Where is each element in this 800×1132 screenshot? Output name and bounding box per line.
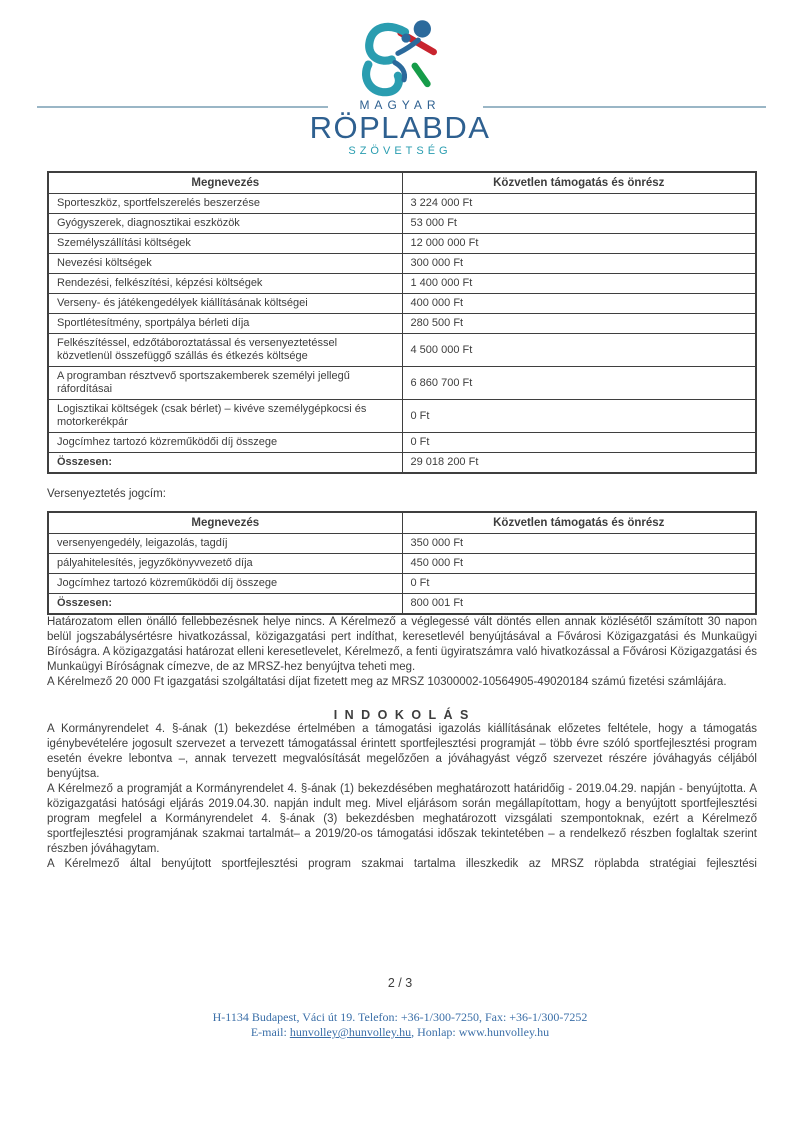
row-label: Jogcímhez tartozó közreműködői díj összege [48, 433, 402, 453]
table-row [48, 574, 756, 594]
row-value: 29 018 200 Ft [402, 453, 756, 474]
table-row [48, 294, 756, 314]
row-value: 800 001 Ft [402, 594, 756, 615]
paragraph-fee: A Kérelmező 20 000 Ft igazgatási szolgáltatási díjat fizetett meg az MRSZ 10300002-10564905-49020184 számú fizetési számlájára. [47, 676, 727, 688]
header-row [48, 512, 756, 534]
column-header: Megnevezés [48, 172, 402, 194]
row-value: 4 500 000 Ft [402, 334, 756, 367]
wordmark-szovetseg: SZÖVETSÉG [348, 145, 452, 157]
wordmark-roplabda: RÖPLABDA [309, 110, 491, 145]
table-row [48, 214, 756, 234]
row-value: 350 000 Ft [402, 534, 756, 554]
row-value: 0 Ft [402, 433, 756, 453]
table-row [48, 254, 756, 274]
budget-table [47, 171, 757, 474]
row-value: 12 000 000 Ft [402, 234, 756, 254]
paragraph-submission: A Kérelmező a programját a Kormányrendelet 4. §-ának (1) bekezdésében meghatározott határidőig - 2019.04.29. napján - benyújtotta. A közigazgatási hatósági eljárás 2019.04.30. napján indult meg. Mivel eljárásom során megállapítottam, hogy a benyújtott sportfejlesztési program megfelel a Kormányrendelet 4. §-ának (3) bekezdésben meghatározott vizsgálati szempontoknak, ezért a Kérelmező sportfejlesztési programjának szakmai tartalmát– a 2019/20-os támogatási időszak tekintetében – a rendelkező részben foglaltak szerint részben jóváhagytam. [47, 783, 757, 855]
column-header: Közvetlen támogatás és önrész [402, 172, 756, 194]
row-label: pályahitelesítés, jegyzőkönyvvezető díja [48, 554, 402, 574]
competition-table [47, 511, 757, 615]
row-label: Rendezési, felkészítési, képzési költségek [48, 274, 402, 294]
row-label: Logisztikai költségek (csak bérlet) – kivéve személygépkocsi és motorkerékpár [48, 400, 402, 433]
row-label: Verseny- és játékengedélyek kiállításának költségei [48, 294, 402, 314]
row-label: Összesen: [48, 453, 402, 474]
table-row [48, 314, 756, 334]
document-footer [0, 1010, 800, 1040]
document-body [47, 171, 757, 872]
table-row [48, 274, 756, 294]
row-label: versenyengedély, leigazolás, tagdíj [48, 534, 402, 554]
row-value: 400 000 Ft [402, 294, 756, 314]
row-value: 0 Ft [402, 574, 756, 594]
footer-homepage-text: , Honlap: www.hunvolley.hu [411, 1025, 550, 1039]
row-label: Gyógyszerek, diagnosztikai eszközök [48, 214, 402, 234]
federation-wordmark [0, 99, 800, 157]
column-header: Közvetlen támogatás és önrész [402, 512, 756, 534]
table-row [48, 234, 756, 254]
row-value: 300 000 Ft [402, 254, 756, 274]
paragraph-strategy: A Kérelmező által benyújtott sportfejlesztési program szakmai tartalma illeszkedik az MRSZ röplabda stratégiai fejlesztési [47, 858, 757, 870]
table-row [48, 367, 756, 400]
table-row [48, 534, 756, 554]
row-label: Sporteszköz, sportfelszerelés beszerzése [48, 194, 402, 214]
row-value: 0 Ft [402, 400, 756, 433]
column-header: Megnevezés [48, 512, 402, 534]
indokolas-heading: I N D O K O L Á S [333, 708, 471, 722]
wordmark-magyar: MAGYAR [359, 98, 441, 112]
table-row [48, 594, 756, 615]
row-label: Felkészítéssel, edzőtáboroztatással és versenyeztetéssel közvetlenül összefüggő szállás és étkezés költsége [48, 334, 402, 367]
row-label: Sportlétesítmény, sportpálya bérleti díja [48, 314, 402, 334]
footer-contact-line [0, 1025, 800, 1040]
row-value: 3 224 000 Ft [402, 194, 756, 214]
page-number: 2 / 3 [387, 976, 413, 990]
paragraph-appeal: Határozatom ellen önálló fellebbezésnek helye nincs. A Kérelmező a véglegessé vált döntés ellen annak közlésétől számított 30 napon belül jogszabálysértésre hivatkozással, közigazgatási pert indíthat, keresetlevél benyújtásával a Fővárosi Közigazgatási és Munkaügyi Bíróságra. A közigazgatási határozat elleni keresetlevelet, Kérelmező, a fenti ügyiratszámra való hivatkozással a Fővárosi Közigazgatási és Munkaügyi Bíróságnak címezve, de az MRSZ-hez benyújtva teheti meg. [47, 616, 757, 673]
table-row [48, 453, 756, 474]
volleyball-player-logo-icon [348, 18, 460, 106]
row-label: Jogcímhez tartozó közreműködői díj összege [48, 574, 402, 594]
footer-email-link[interactable]: hunvolley@hunvolley.hu [289, 1025, 412, 1039]
row-label: Összesen: [48, 594, 402, 615]
row-label: A programban résztvevő sportszakemberek személyi jellegű ráfordításai [48, 367, 402, 400]
table-row [48, 554, 756, 574]
footer-address-line: H-1134 Budapest, Váci út 19. Telefon: +36-1/300-7250, Fax: +36-1/300-7252 [212, 1010, 588, 1024]
row-value: 1 400 000 Ft [402, 274, 756, 294]
row-value: 280 500 Ft [402, 314, 756, 334]
row-label: Nevezési költségek [48, 254, 402, 274]
paragraph-regulation: A Kormányrendelet 4. §-ának (1) bekezdése értelmében a támogatási igazolás kiállításának előzetes feltétele, hogy a támogatás igénybevételére jogosult szervezet a tervezett támogatással érintett sportfejlesztési programját – több évre szóló sportfejlesztési program esetén évekre lebontva –, annak tervezett megvalósítását megelőzően a jóváhagyást végző szervezet részére jóváhagyás céljából benyújtsa. [47, 723, 757, 780]
row-label: Személyszállítási költségek [48, 234, 402, 254]
table-row [48, 433, 756, 453]
table-row [48, 400, 756, 433]
header-row [48, 172, 756, 194]
competition-section-label: Versenyeztetés jogcím: [47, 488, 166, 500]
row-value: 450 000 Ft [402, 554, 756, 574]
row-value: 6 860 700 Ft [402, 367, 756, 400]
table-row [48, 334, 756, 367]
footer-email-label: E-mail: [250, 1025, 290, 1039]
row-value: 53 000 Ft [402, 214, 756, 234]
table-row [48, 194, 756, 214]
